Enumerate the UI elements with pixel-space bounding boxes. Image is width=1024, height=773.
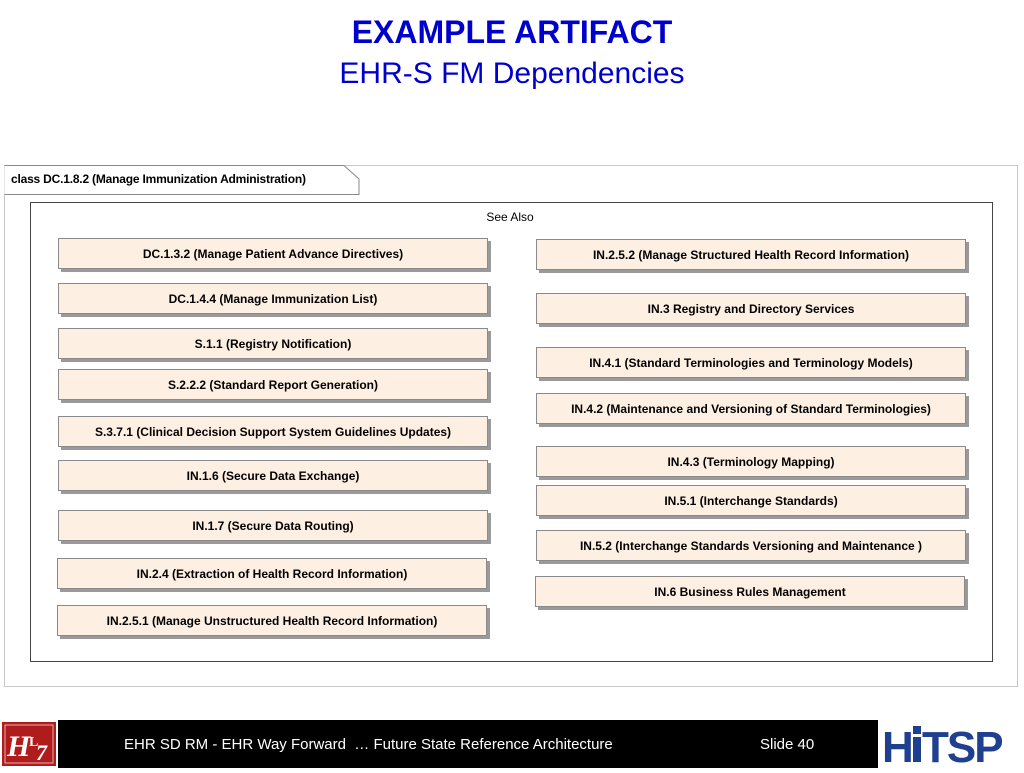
- svg-text:H: H: [882, 723, 912, 768]
- svg-text:TSP: TSP: [922, 723, 1002, 768]
- svg-text:L: L: [29, 735, 39, 750]
- element-box[interactable]: S.2.2.2 (Standard Report Generation): [58, 369, 488, 400]
- element-box[interactable]: S.3.7.1 (Clinical Decision Support System Guidelines Updates): [58, 416, 488, 447]
- element-box[interactable]: IN.5.2 (Interchange Standards Versioning and Maintenance ): [536, 530, 966, 561]
- element-box[interactable]: IN.3 Registry and Directory Services: [536, 293, 966, 324]
- footer-text: EHR SD RM - EHR Way Forward … Future State Reference Architecture: [124, 736, 613, 753]
- frame-label: class DC.1.8.2 (Manage Immunization Administration): [11, 172, 306, 186]
- element-box[interactable]: IN.2.4 (Extraction of Health Record Information): [57, 558, 487, 589]
- svg-text:7: 7: [36, 740, 47, 765]
- element-box[interactable]: IN.4.1 (Standard Terminologies and Terminology Models): [536, 347, 966, 378]
- element-box[interactable]: IN.4.3 (Terminology Mapping): [536, 446, 966, 477]
- hl7-logo: [2, 722, 56, 766]
- slide-title: EXAMPLE ARTIFACT: [351, 14, 673, 50]
- element-box[interactable]: IN.1.7 (Secure Data Routing): [58, 510, 488, 541]
- hitsp-logo: [880, 720, 1024, 768]
- slide-number: Slide 40: [760, 736, 815, 753]
- element-box[interactable]: IN.2.5.1 (Manage Unstructured Health Record Information): [57, 605, 487, 636]
- element-box[interactable]: IN.6 Business Rules Management: [535, 576, 965, 607]
- element-box[interactable]: DC.1.4.4 (Manage Immunization List): [58, 283, 488, 314]
- element-box[interactable]: IN.2.5.2 (Manage Structured Health Record Information): [536, 239, 966, 270]
- element-box[interactable]: IN.5.1 (Interchange Standards): [536, 485, 966, 516]
- element-box[interactable]: S.1.1 (Registry Notification): [58, 328, 488, 359]
- element-box[interactable]: DC.1.3.2 (Manage Patient Advance Directives): [58, 238, 488, 269]
- element-box[interactable]: IN.4.2 (Maintenance and Versioning of Standard Terminologies): [536, 393, 966, 424]
- slide-subtitle: EHR-S FM Dependencies: [339, 57, 685, 90]
- svg-text:H: H: [7, 730, 31, 763]
- package-label: See Also: [486, 210, 534, 224]
- element-box[interactable]: IN.1.6 (Secure Data Exchange): [58, 460, 488, 491]
